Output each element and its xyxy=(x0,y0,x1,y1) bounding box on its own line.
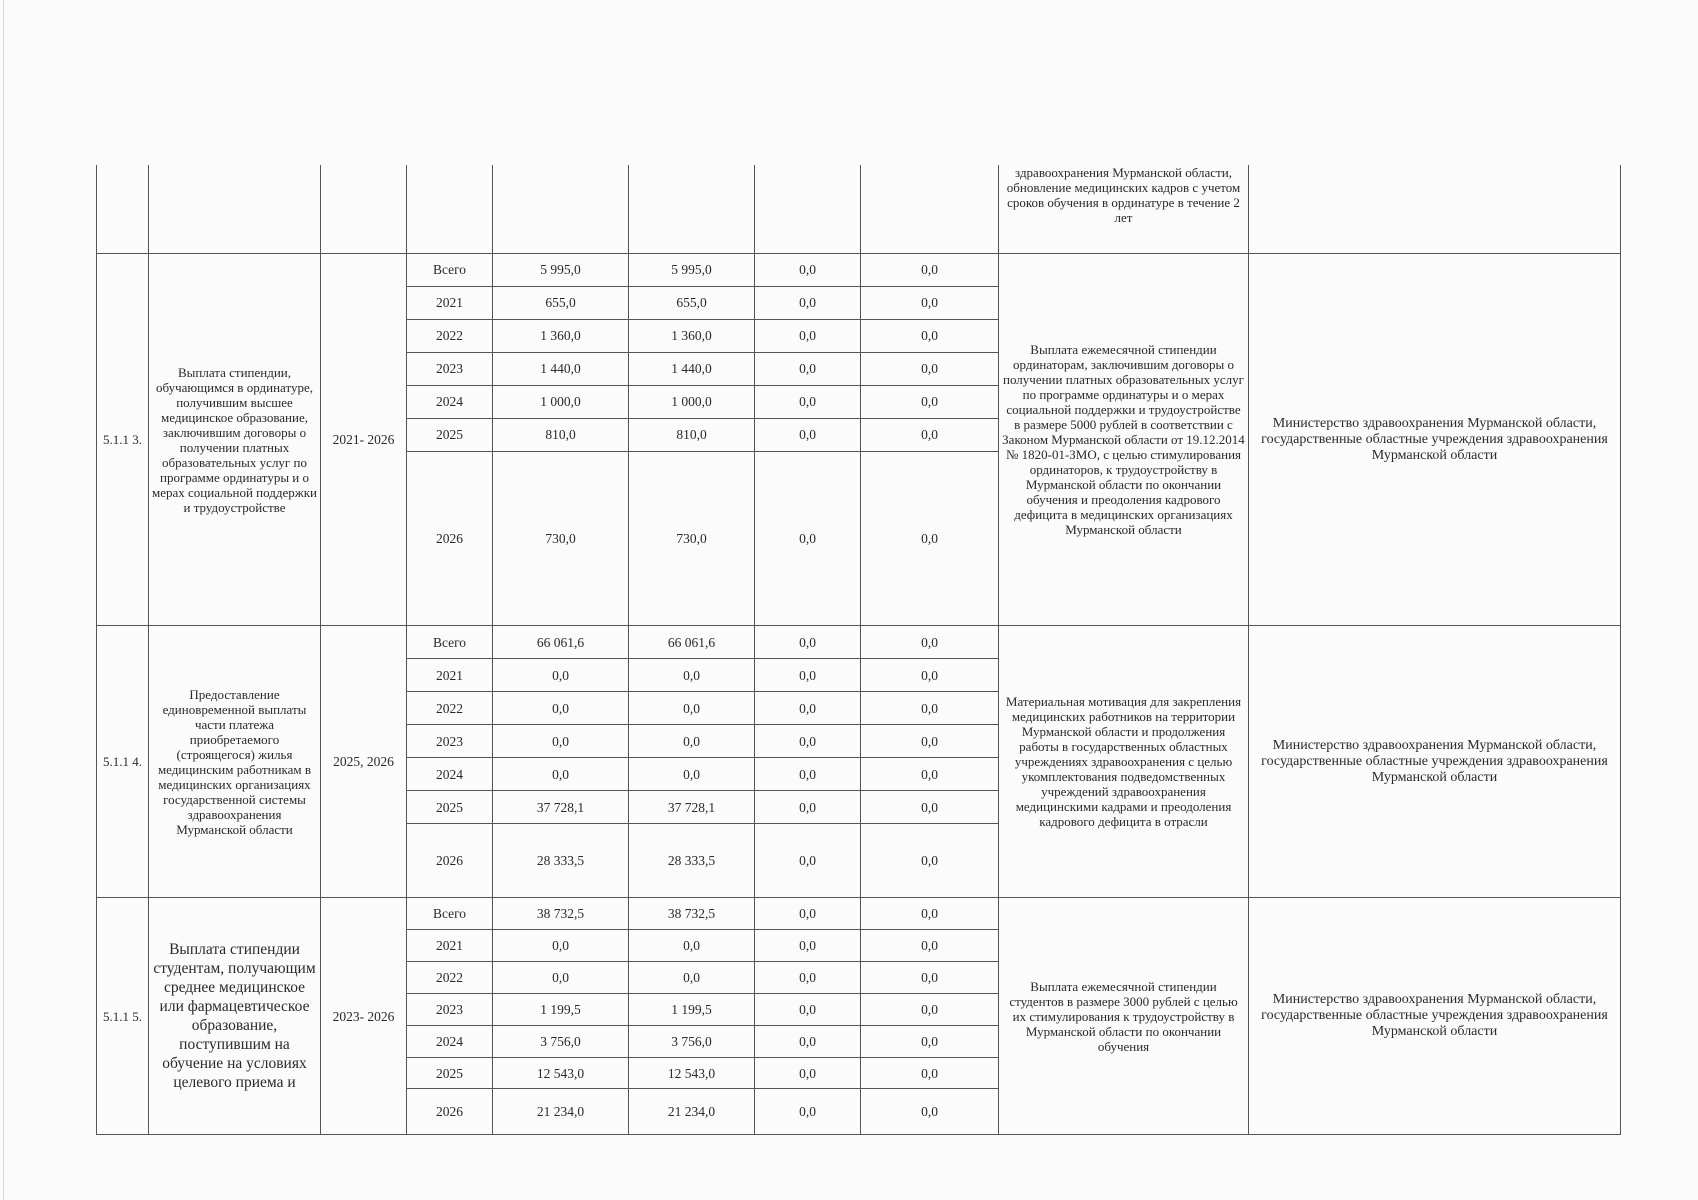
other-sources-cell: 0,0 xyxy=(861,961,999,993)
other-sources-cell: 0,0 xyxy=(861,725,999,758)
total-cell: 1 000,0 xyxy=(493,385,629,418)
regional-budget-cell: 0,0 xyxy=(629,659,755,692)
regional-budget-cell: 0,0 xyxy=(629,758,755,791)
federal-budget-cell: 0,0 xyxy=(755,692,861,725)
program-activities-table xyxy=(96,165,1621,1135)
year-cell: 2024 xyxy=(407,1025,493,1057)
empty-cell xyxy=(629,165,755,254)
federal-budget-cell: 0,0 xyxy=(755,352,861,385)
other-sources-cell: 0,0 xyxy=(861,286,999,319)
empty-cell xyxy=(861,165,999,254)
responsible-executor: Министерство здравоохранения Мурманской области, государственные областные учреждения здравоохранения Мурманской области xyxy=(1249,254,1621,626)
year-cell: 2023 xyxy=(407,993,493,1025)
total-cell: 66 061,6 xyxy=(493,626,629,659)
year-cell: 2024 xyxy=(407,758,493,791)
responsible-cell xyxy=(1249,165,1621,254)
regional-budget-cell: 37 728,1 xyxy=(629,791,755,824)
total-cell: 5 995,0 xyxy=(493,254,629,287)
regional-budget-cell: 655,0 xyxy=(629,286,755,319)
regional-budget-cell: 21 234,0 xyxy=(629,1089,755,1135)
federal-budget-cell: 0,0 xyxy=(755,791,861,824)
other-sources-cell: 0,0 xyxy=(861,254,999,287)
federal-budget-cell: 0,0 xyxy=(755,451,861,626)
total-cell: 1 360,0 xyxy=(493,319,629,352)
federal-budget-cell: 0,0 xyxy=(755,993,861,1025)
other-sources-cell: 0,0 xyxy=(861,451,999,626)
year-cell: 2021 xyxy=(407,659,493,692)
responsible-executor: Министерство здравоохранения Мурманской области, государственные областные учреждения здравоохранения Мурманской области xyxy=(1249,626,1621,898)
total-cell: 0,0 xyxy=(493,961,629,993)
federal-budget-cell: 0,0 xyxy=(755,254,861,287)
total-cell: 0,0 xyxy=(493,659,629,692)
year-cell: 2022 xyxy=(407,961,493,993)
federal-budget-cell: 0,0 xyxy=(755,1025,861,1057)
year-cell: Всего xyxy=(407,898,493,930)
table-row xyxy=(97,898,1621,930)
regional-budget-cell: 5 995,0 xyxy=(629,254,755,287)
federal-budget-cell: 0,0 xyxy=(755,898,861,930)
regional-budget-cell: 1 000,0 xyxy=(629,385,755,418)
federal-budget-cell: 0,0 xyxy=(755,824,861,898)
expected-result: Материальная мотивация для закрепления медицинских работников на территории Мурманской области и продолжения работы в государственных областных учреждениях здравоохранения с целью укомплектования подведомственных учреждений здравоохранения медицинскими кадрами и преодоления кадрового дефицита в отрасли xyxy=(999,626,1249,898)
federal-budget-cell: 0,0 xyxy=(755,758,861,791)
other-sources-cell: 0,0 xyxy=(861,1089,999,1135)
other-sources-cell: 0,0 xyxy=(861,1057,999,1089)
table-row xyxy=(97,626,1621,659)
federal-budget-cell: 0,0 xyxy=(755,659,861,692)
other-sources-cell: 0,0 xyxy=(861,758,999,791)
federal-budget-cell: 0,0 xyxy=(755,286,861,319)
regional-budget-cell: 66 061,6 xyxy=(629,626,755,659)
regional-budget-cell: 0,0 xyxy=(629,692,755,725)
empty-cell xyxy=(321,165,407,254)
federal-budget-cell: 0,0 xyxy=(755,1057,861,1089)
activity-period: 2023- 2026 xyxy=(321,898,407,1135)
year-cell: Всего xyxy=(407,254,493,287)
total-cell: 12 543,0 xyxy=(493,1057,629,1089)
activity-period: 2025, 2026 xyxy=(321,626,407,898)
year-cell: 2021 xyxy=(407,930,493,962)
other-sources-cell: 0,0 xyxy=(861,1025,999,1057)
empty-cell xyxy=(755,165,861,254)
other-sources-cell: 0,0 xyxy=(861,791,999,824)
total-cell: 0,0 xyxy=(493,692,629,725)
regional-budget-cell: 1 360,0 xyxy=(629,319,755,352)
regional-budget-cell: 12 543,0 xyxy=(629,1057,755,1089)
other-sources-cell: 0,0 xyxy=(861,824,999,898)
responsible-executor: Министерство здравоохранения Мурманской области, государственные областные учреждения здравоохранения Мурманской области xyxy=(1249,898,1621,1135)
total-cell: 28 333,5 xyxy=(493,824,629,898)
total-cell: 0,0 xyxy=(493,758,629,791)
activity-period: 2021- 2026 xyxy=(321,254,407,626)
total-cell: 730,0 xyxy=(493,451,629,626)
empty-cell xyxy=(407,165,493,254)
expected-result: Выплата ежемесячной стипендии ординаторам, заключившим договоры о получении платных образовательных услуг по программе ординатуры и о мерах социальной поддержки и трудоустройстве в размере 5000 рублей в соответствии с Законом Мурманской области от 19.12.2014 № 1820-01-ЗМО, с целью стимулирования ординаторов, к трудоустройству в Мурманской области по окончании обучения и преодоления кадрового дефицита в медицинских организациях Мурманской области xyxy=(999,254,1249,626)
federal-budget-cell: 0,0 xyxy=(755,725,861,758)
regional-budget-cell: 810,0 xyxy=(629,418,755,451)
other-sources-cell: 0,0 xyxy=(861,692,999,725)
regional-budget-cell: 0,0 xyxy=(629,961,755,993)
federal-budget-cell: 0,0 xyxy=(755,1089,861,1135)
federal-budget-cell: 0,0 xyxy=(755,385,861,418)
year-cell: 2025 xyxy=(407,418,493,451)
empty-cell xyxy=(149,165,321,254)
regional-budget-cell: 28 333,5 xyxy=(629,824,755,898)
year-cell: 2023 xyxy=(407,352,493,385)
year-cell: 2026 xyxy=(407,451,493,626)
activity-name: Выплата стипендии, обучающимся в ординатуре, получившим высшее медицинское образование, заключившим договоры о получении платных образовательных услуг по программе ординатуры и о мерах социальной поддержки и трудоустройстве xyxy=(149,254,321,626)
year-cell: 2024 xyxy=(407,385,493,418)
other-sources-cell: 0,0 xyxy=(861,626,999,659)
regional-budget-cell: 0,0 xyxy=(629,725,755,758)
regional-budget-cell: 38 732,5 xyxy=(629,898,755,930)
year-cell: Всего xyxy=(407,626,493,659)
activity-code: 5.1.1 3. xyxy=(97,254,149,626)
year-cell: 2026 xyxy=(407,1089,493,1135)
federal-budget-cell: 0,0 xyxy=(755,961,861,993)
other-sources-cell: 0,0 xyxy=(861,993,999,1025)
total-cell: 810,0 xyxy=(493,418,629,451)
regional-budget-cell: 3 756,0 xyxy=(629,1025,755,1057)
other-sources-cell: 0,0 xyxy=(861,898,999,930)
other-sources-cell: 0,0 xyxy=(861,319,999,352)
empty-cell xyxy=(97,165,149,254)
total-cell: 1 440,0 xyxy=(493,352,629,385)
total-cell: 655,0 xyxy=(493,286,629,319)
continuation-row xyxy=(97,165,1621,254)
scan-page-edge xyxy=(3,0,4,1200)
other-sources-cell: 0,0 xyxy=(861,352,999,385)
federal-budget-cell: 0,0 xyxy=(755,418,861,451)
other-sources-cell: 0,0 xyxy=(861,930,999,962)
year-cell: 2025 xyxy=(407,791,493,824)
total-cell: 21 234,0 xyxy=(493,1089,629,1135)
other-sources-cell: 0,0 xyxy=(861,418,999,451)
total-cell: 38 732,5 xyxy=(493,898,629,930)
year-cell: 2022 xyxy=(407,319,493,352)
year-cell: 2021 xyxy=(407,286,493,319)
federal-budget-cell: 0,0 xyxy=(755,319,861,352)
activity-code: 5.1.1 4. xyxy=(97,626,149,898)
federal-budget-cell: 0,0 xyxy=(755,626,861,659)
total-cell: 0,0 xyxy=(493,930,629,962)
other-sources-cell: 0,0 xyxy=(861,385,999,418)
total-cell: 0,0 xyxy=(493,725,629,758)
year-cell: 2022 xyxy=(407,692,493,725)
total-cell: 1 199,5 xyxy=(493,993,629,1025)
regional-budget-cell: 1 199,5 xyxy=(629,993,755,1025)
activity-name: Выплата стипендии студентам, получающим среднее медицинское или фармацевтическое образование, поступившим на обучение на условиях целевого приема и xyxy=(149,898,321,1135)
regional-budget-cell: 0,0 xyxy=(629,930,755,962)
total-cell: 37 728,1 xyxy=(493,791,629,824)
year-cell: 2023 xyxy=(407,725,493,758)
table-row xyxy=(97,254,1621,287)
year-cell: 2026 xyxy=(407,824,493,898)
activity-code: 5.1.1 5. xyxy=(97,898,149,1135)
regional-budget-cell: 1 440,0 xyxy=(629,352,755,385)
empty-cell xyxy=(493,165,629,254)
expected-result: Выплата ежемесячной стипендии студентов в размере 3000 рублей с целью их стимулирования к трудоустройству в Мурманской области по окончании обучения xyxy=(999,898,1249,1135)
other-sources-cell: 0,0 xyxy=(861,659,999,692)
result-cell: здравоохранения Мурманской области, обновление медицинских кадров с учетом сроков обучения в ординатуре в течение 2 лет xyxy=(999,165,1249,254)
regional-budget-cell: 730,0 xyxy=(629,451,755,626)
year-cell: 2025 xyxy=(407,1057,493,1089)
activity-name: Предоставление единовременной выплаты части платежа приобретаемого (строящегося) жилья медицинским работникам в медицинских организациях государственной системы здравоохранения Мурманской области xyxy=(149,626,321,898)
federal-budget-cell: 0,0 xyxy=(755,930,861,962)
total-cell: 3 756,0 xyxy=(493,1025,629,1057)
